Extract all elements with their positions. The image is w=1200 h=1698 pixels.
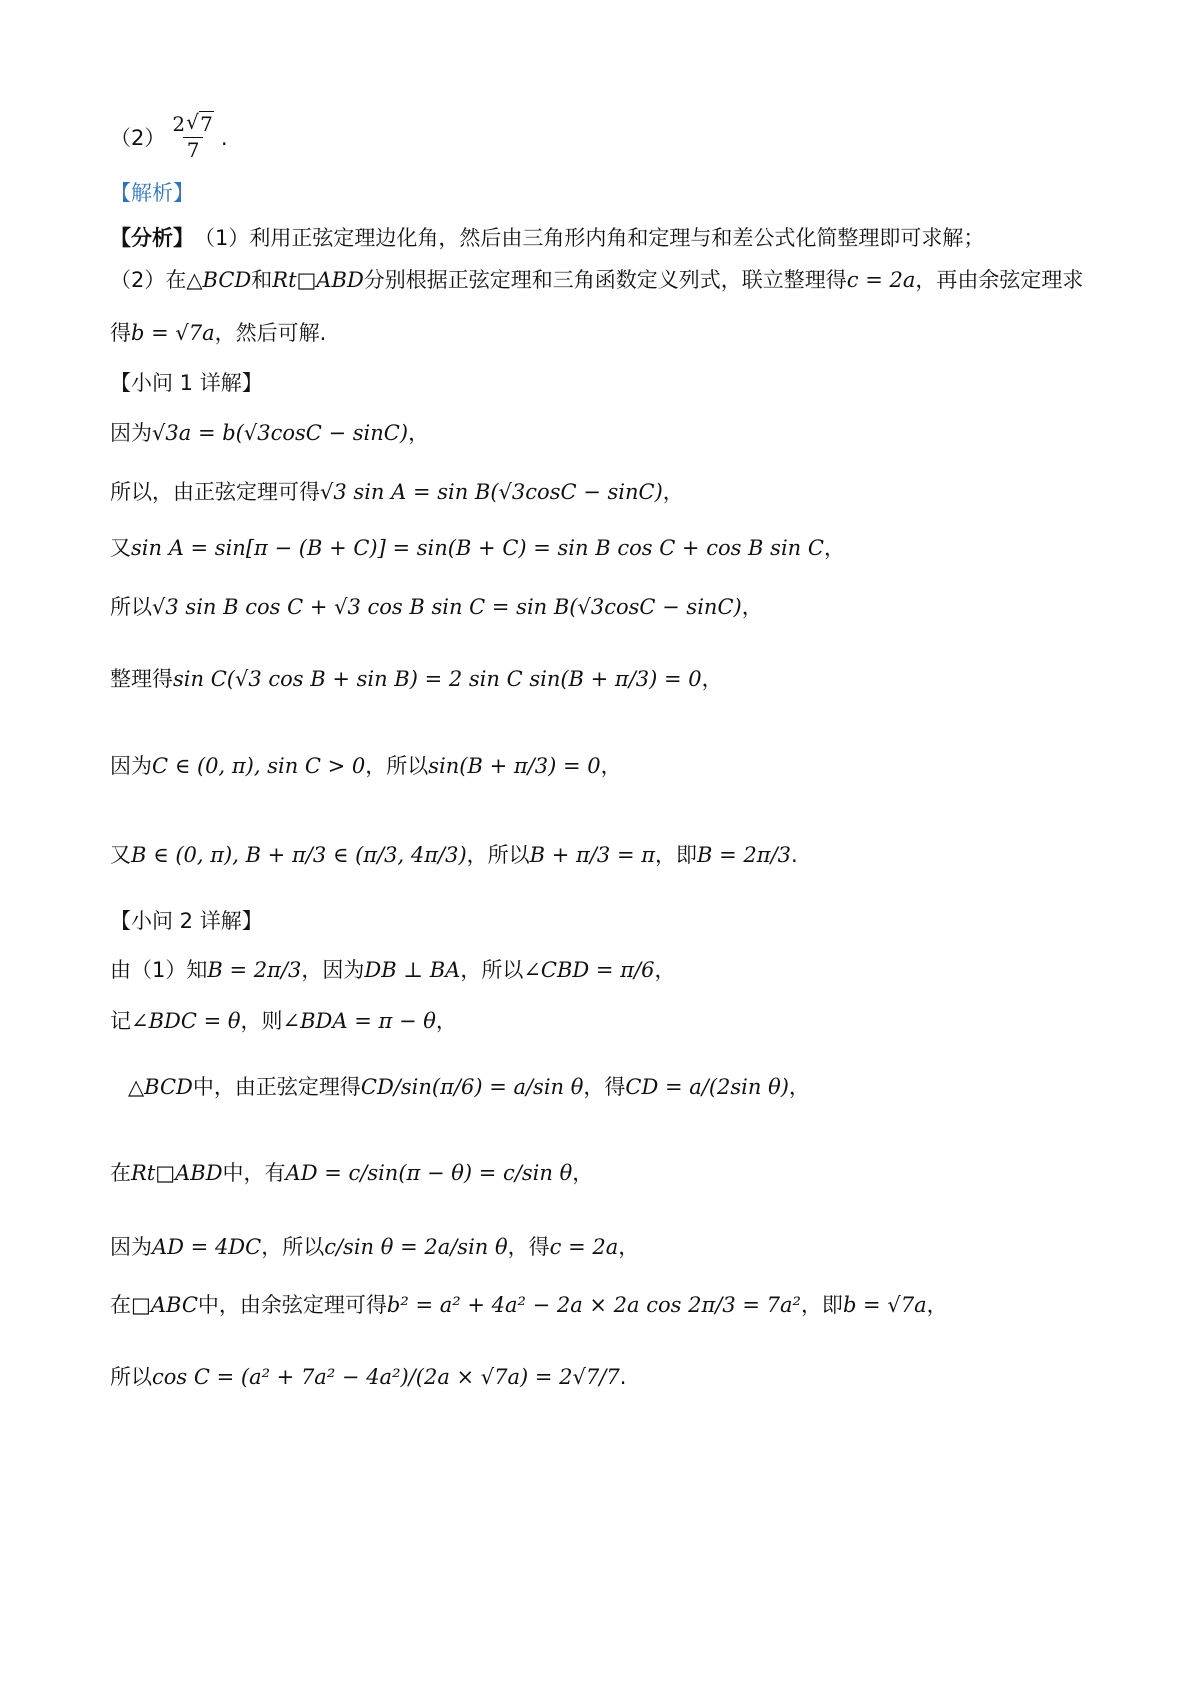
q2-s4c: 中，有	[222, 1161, 286, 1185]
q1-step-4	[110, 592, 763, 622]
q1-s1b: √3a = b(√3cosC − sinC)	[152, 421, 409, 445]
q2-s1b: B = 2π/3	[207, 958, 302, 982]
q1-s7e: ，即	[655, 843, 698, 867]
q2-s3c: CD/sin(π/6) = a/sin θ	[360, 1075, 584, 1099]
q2-s6f: b = √7a	[842, 1293, 927, 1317]
analysis-3c: ，然后可解.	[214, 321, 327, 345]
q1-s3a: 又	[110, 536, 131, 560]
q2-s5g: ，	[618, 1235, 640, 1259]
q2-s6g: ，	[926, 1293, 948, 1317]
q2-s1a: 由（1）知	[110, 958, 208, 982]
q1-s4a: 所以	[110, 595, 152, 619]
jiexi-heading: 【解析】	[110, 181, 194, 205]
q2-s6a: 在	[110, 1293, 131, 1317]
q1-step-7	[110, 840, 798, 870]
q2-s6e: ，即	[800, 1293, 843, 1317]
q1-step-1	[110, 418, 429, 448]
q2-step-5	[110, 1232, 639, 1262]
q2-s2d: ∠BDA = π − θ	[282, 1009, 436, 1033]
answer-2-line	[110, 112, 228, 163]
answer-2-fraction	[168, 112, 217, 163]
q1-s6b: C ∈ (0, π), sin C > 0	[152, 754, 366, 778]
q1-s7b: B ∈ (0, π), B + π/3 ∈ (π/3, 4π/3)	[131, 843, 467, 867]
q1-s1c: ，	[408, 421, 430, 445]
q2-step-7	[110, 1362, 626, 1392]
q1-s7c: ，所以	[466, 843, 530, 867]
analysis-2f: c = 2a	[846, 268, 916, 292]
analysis-text-1: （1）利用正弦定理边化角，然后由三角形内角和定理与和差公式化简整理即可求解；	[194, 226, 985, 250]
q2-step-4	[110, 1158, 593, 1188]
analysis-2b: △BCD	[186, 268, 252, 292]
q2-s7c: .	[619, 1365, 627, 1389]
q2-s4b: Rt□ABD	[131, 1161, 223, 1185]
q2-s4e: ，	[572, 1161, 594, 1185]
q1-title: 【小问 1 详解】	[110, 371, 263, 395]
q1-s7a: 又	[110, 843, 131, 867]
q1-s7d: B + π/3 = π	[529, 843, 656, 867]
q2-s2e: ，	[435, 1009, 457, 1033]
q2-s2a: 记	[110, 1009, 131, 1033]
q2-s1c: ，因为	[301, 958, 365, 982]
q1-s3c: ，	[823, 536, 845, 560]
q2-s6b: □ABC	[131, 1293, 198, 1317]
analysis-tag: 【分析】	[110, 226, 194, 250]
analysis-3b: b = √7a	[131, 321, 215, 345]
q1-s4c: ，	[741, 595, 763, 619]
q2-s3e: CD = a/(2sin θ)	[625, 1075, 789, 1099]
q2-s5f: c = 2a	[549, 1235, 619, 1259]
q1-s6c: ，所以	[365, 754, 429, 778]
q1-s5b: sin C(√3 cos B + sin B) = 2 sin C sin(B + π/3) = 0	[173, 667, 702, 691]
analysis-line-2	[110, 265, 1083, 295]
q1-s6e: ，	[600, 754, 622, 778]
q1-s2c: ，	[662, 480, 684, 504]
analysis-line-3	[110, 318, 326, 348]
q2-title: 【小问 2 详解】	[110, 909, 263, 933]
answer-2-numerator: 2√ 7	[168, 112, 217, 137]
q2-s1f: ∠CBD = π/6	[523, 958, 655, 982]
q2-s3f: ，	[788, 1075, 810, 1099]
q2-s6c: 中，由余弦定理可得	[197, 1293, 387, 1317]
q1-s1a: 因为	[110, 421, 152, 445]
analysis-2g: ，再由余弦定理求	[915, 268, 1084, 292]
q1-step-6	[110, 751, 622, 781]
q1-s2a: 所以，由正弦定理可得	[110, 480, 320, 504]
q1-step-2	[110, 477, 684, 507]
q2-step-3	[128, 1072, 810, 1102]
answer-2-tail: .	[220, 125, 228, 150]
q2-s6d: b² = a² + 4a² − 2a × 2a cos 2π/3 = 7a²	[386, 1293, 801, 1317]
q1-s7g: .	[791, 843, 798, 867]
analysis-2c: 和	[251, 268, 273, 292]
q2-s2c: ，则	[240, 1009, 283, 1033]
analysis-line-1	[110, 223, 984, 253]
q2-s2b: ∠BDC = θ	[131, 1009, 241, 1033]
q1-s3b: sin A = sin[π − (B + C)] = sin(B + C) = sin B cos C + cos B sin C	[131, 536, 824, 560]
answer-2-denominator: 7	[183, 137, 204, 163]
q1-s6d: sin(B + π/3) = 0	[428, 754, 601, 778]
q2-s5c: ，所以	[261, 1235, 325, 1259]
q2-s5e: ，得	[507, 1235, 550, 1259]
q2-s1g: ，	[654, 958, 676, 982]
q2-s5a: 因为	[110, 1235, 152, 1259]
q2-s5b: AD = 4DC	[152, 1235, 262, 1259]
q1-s2b: √3 sin A = sin B(√3cosC − sinC)	[320, 480, 663, 504]
q2-step-1	[110, 955, 675, 985]
q2-s7a: 所以	[110, 1365, 152, 1389]
q2-s3d: ，得	[583, 1075, 626, 1099]
q2-s3a: △BCD	[128, 1075, 193, 1099]
q1-step-3	[110, 533, 845, 563]
q2-s4d: AD = c/sin(π − θ) = c/sin θ	[285, 1161, 573, 1185]
q1-s5c: ，	[701, 667, 723, 691]
q1-s4b: √3 sin B cos C + √3 cos B sin C = sin B(√3cosC − sinC)	[152, 595, 742, 619]
analysis-3a: 得	[110, 321, 131, 345]
q1-s7f: B = 2π/3	[697, 843, 792, 867]
answer-2-label: （2）	[110, 125, 166, 150]
q2-s1e: ，所以	[460, 958, 524, 982]
q2-step-6	[110, 1290, 948, 1320]
analysis-2e: 分别根据正弦定理和三角函数定义列式，联立整理得	[363, 268, 847, 292]
q2-s1d: DB ⊥ BA	[364, 958, 461, 982]
q1-step-5	[110, 664, 723, 694]
q2-s5d: c/sin θ = 2a/sin θ	[324, 1235, 508, 1259]
q2-step-2	[110, 1006, 457, 1036]
q2-s4a: 在	[110, 1161, 131, 1185]
q1-s5a: 整理得	[110, 667, 173, 691]
analysis-2a: （2）在	[110, 268, 187, 292]
q2-s7b: cos C = (a² + 7a² − 4a²)/(2a × √7a) = 2√7/7	[152, 1365, 620, 1389]
q1-s6a: 因为	[110, 754, 152, 778]
q2-s3b: 中，由正弦定理得	[192, 1075, 361, 1099]
analysis-2d: Rt□ABD	[272, 268, 364, 292]
